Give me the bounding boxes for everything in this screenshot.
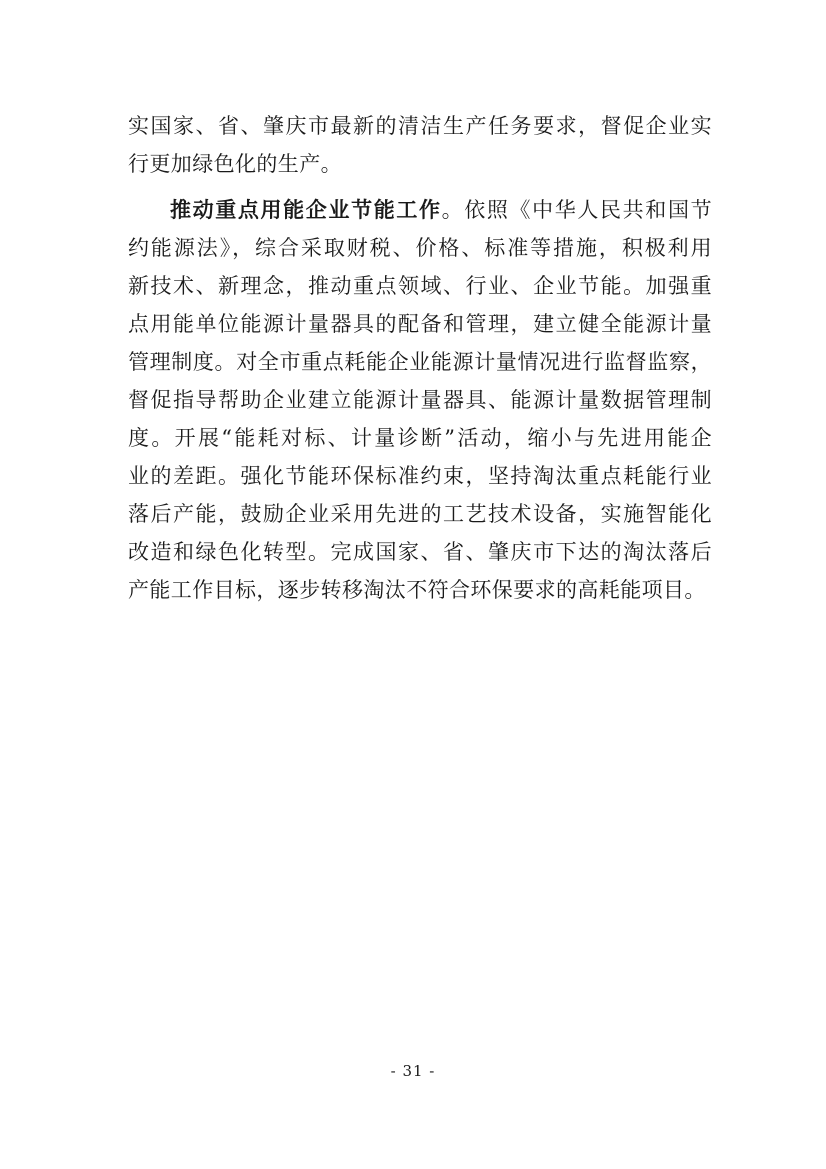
paragraph-line: 点用能单位能源计量器具的配备和管理，建立健全能源计量 [128, 312, 712, 336]
paragraph-line: 业的差距。强化节能环保标准约束，坚持淘汰重点耗能行业 [128, 464, 712, 488]
page-number: - 31 - [390, 1062, 436, 1080]
paragraph-heading-line [128, 191, 712, 229]
paragraph-line: 新技术、新理念，推动重点领域、行业、企业节能。加强重 [128, 274, 712, 298]
paragraph-line: 行更加绿色化的生产。 [128, 152, 342, 176]
paragraph-line: 管理制度。对全市重点耗能企业能源计量情况进行监督监察， [128, 350, 712, 374]
paragraph-line: 督促指导帮助企业建立能源计量器具、能源计量数据管理制 [128, 388, 712, 412]
heading-continuation: 。依照《中华人民共和国节 [441, 198, 712, 222]
paragraph-line: 约能源法》，综合采取财税、价格、标准等措施，积极利用 [128, 236, 712, 260]
paragraph-line: 产能工作目标，逐步转移淘汰不符合环保要求的高耗能项目。 [128, 578, 706, 602]
paragraph-line: 度。开展“能耗对标、计量诊断”活动，缩小与先进用能企 [128, 426, 712, 450]
paragraph-line: 落后产能，鼓励企业采用先进的工艺技术设备，实施智能化 [128, 502, 712, 526]
section-heading: 推动重点用能企业节能工作 [170, 197, 442, 222]
body-text [128, 107, 712, 609]
paragraph-line: 实国家、省、肇庆市最新的清洁生产任务要求，督促企业实 [128, 114, 712, 138]
paragraph-line: 改造和绿色化转型。完成国家、省、肇庆市下达的淘汰落后 [128, 540, 712, 564]
